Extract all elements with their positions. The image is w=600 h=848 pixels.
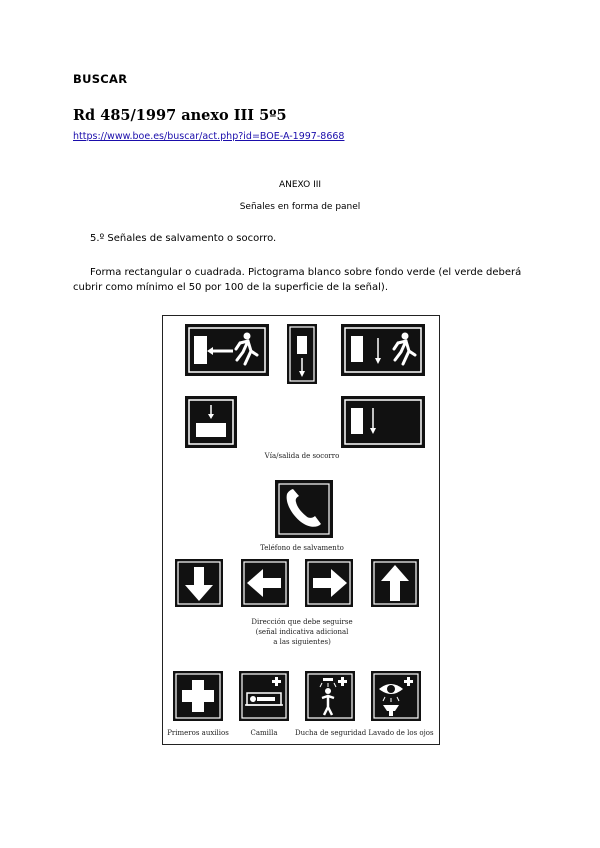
running-man-door-left-icon xyxy=(185,324,269,376)
door-arrow-down-icon xyxy=(287,324,317,384)
exit-door-left-sign xyxy=(185,324,269,376)
shower-person-icon xyxy=(305,671,355,721)
buscar-label: BUSCAR xyxy=(73,72,128,86)
direction-caption-line3: a las siguientes) xyxy=(273,638,331,646)
description-paragraph: Forma rectangular o cuadrada. Pictograma blanco sobre fondo verde (el verde deberá cubrir como mínimo el 50 por 100 de la superficie de la señal). xyxy=(73,267,522,293)
rescue-phone-sign xyxy=(275,480,333,538)
stretcher-icon xyxy=(239,671,289,721)
exit-down-square-sign xyxy=(185,396,237,448)
eyewash-sign xyxy=(371,671,421,721)
annex-subtitle: Señales en forma de panel xyxy=(239,202,361,212)
section-heading: 5.º Señales de salvamento o socorro. xyxy=(90,233,277,244)
annex-heading: ANEXO III xyxy=(278,180,322,190)
rescue-signs-figure xyxy=(162,315,440,745)
door-arrow-running-man-icon xyxy=(341,324,425,376)
safety-shower-sign xyxy=(305,671,355,721)
exit-caption: Vía/salida de socorro xyxy=(264,452,340,460)
source-link[interactable]: https://www.boe.es/buscar/act.php?id=BOE-A-1997-8668 xyxy=(73,131,345,142)
phone-caption: Teléfono de salvamento xyxy=(260,544,344,552)
first-aid-caption: Primeros auxilios xyxy=(167,729,229,737)
exit-door-right-sign xyxy=(341,324,425,376)
exit-door-down-sign xyxy=(287,324,317,384)
shower-caption: Ducha de seguridad xyxy=(295,729,367,737)
stretcher-caption: Camilla xyxy=(250,729,278,737)
arrow-down-icon xyxy=(175,559,223,607)
page-title: Rd 485/1997 anexo III 5º5 xyxy=(73,107,287,124)
telephone-icon xyxy=(275,480,333,538)
direction-caption-line1: Dirección que debe seguirse xyxy=(251,618,353,626)
arrow-left-icon xyxy=(241,559,289,607)
eye-wash-icon xyxy=(371,671,421,721)
door-arrow-down-icon xyxy=(341,396,425,448)
first-aid-sign xyxy=(173,671,223,721)
exit-door-down-wide-sign xyxy=(341,396,425,448)
cross-icon xyxy=(173,671,223,721)
direction-left-sign xyxy=(241,559,289,607)
direction-down-sign xyxy=(175,559,223,607)
eyewash-caption: Lavado de los ojos xyxy=(368,729,434,737)
arrow-down-door-icon xyxy=(185,396,237,448)
direction-caption-line2: (señal indicativa adicional xyxy=(255,628,349,636)
direction-up-sign xyxy=(371,559,419,607)
stretcher-sign xyxy=(239,671,289,721)
arrow-up-icon xyxy=(371,559,419,607)
direction-right-sign xyxy=(305,559,353,607)
arrow-right-icon xyxy=(305,559,353,607)
